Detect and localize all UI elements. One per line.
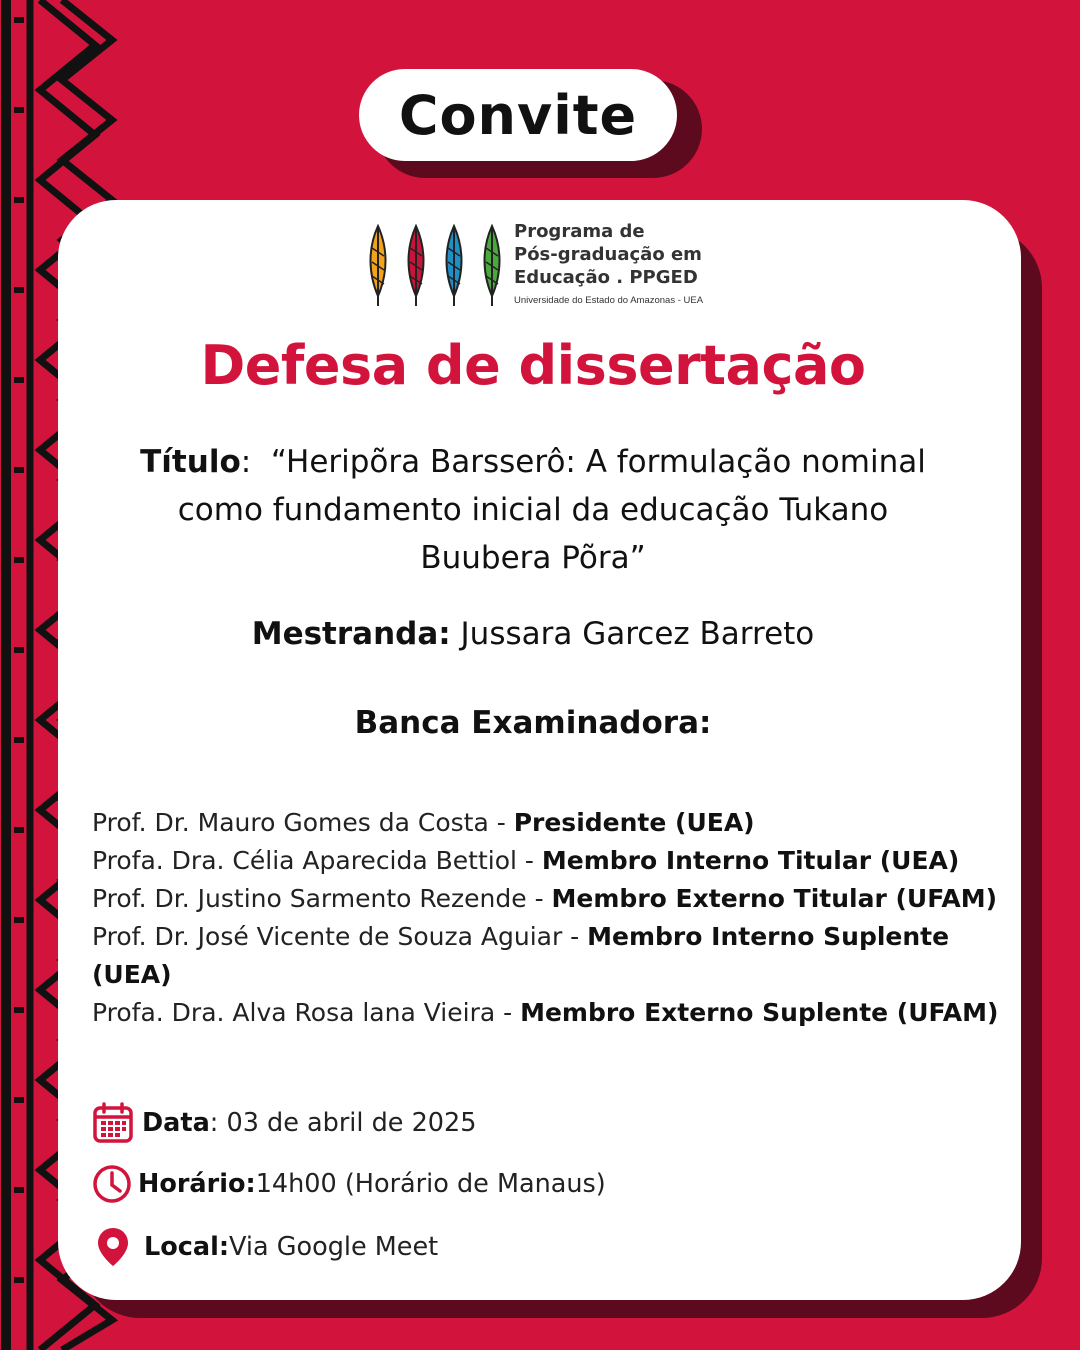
invitation-card bbox=[58, 200, 1021, 1300]
member-role: Membro Interno Suplente (UEA) bbox=[92, 922, 950, 989]
time-value: 14h00 (Horário de Manaus) bbox=[255, 1169, 606, 1199]
committee-member bbox=[92, 842, 1012, 880]
member-name: Prof. Dr. Justino Sarmento Rezende - bbox=[92, 884, 552, 913]
committee-list bbox=[92, 804, 1012, 1032]
calendar-icon bbox=[92, 1102, 134, 1144]
logo-subline: Universidade do Estado do Amazonas - UEA bbox=[514, 295, 704, 306]
member-name: Prof. Dr. José Vicente de Souza Aguiar - bbox=[92, 922, 588, 951]
title-text: “Heripõra Barsserô: A formulação nominal como fundamento inicial da educação Tukano Buubera Põra” bbox=[177, 444, 926, 576]
date-label: Data bbox=[142, 1108, 210, 1138]
logo-line-2: Pós-graduação em bbox=[514, 244, 702, 265]
member-role: Presidente (UEA) bbox=[513, 808, 755, 837]
time-row bbox=[92, 1164, 606, 1204]
member-role: Membro Interno Titular (UEA) bbox=[541, 846, 960, 875]
logo-line-3: Educação . PPGED bbox=[514, 267, 698, 288]
committee-member bbox=[92, 994, 1012, 1032]
feathers-icon bbox=[366, 218, 506, 310]
time-label: Horário: bbox=[138, 1169, 256, 1199]
student-name: Jussara Garcez Barreto bbox=[460, 616, 815, 652]
invite-badge-label: Convite bbox=[398, 83, 638, 147]
title-label: Título bbox=[140, 444, 241, 480]
clock-icon bbox=[92, 1164, 132, 1204]
member-name: Profa. Dra. Célia Aparecida Bettiol - bbox=[92, 846, 542, 875]
member-role: Membro Externo Suplente (UFAM) bbox=[520, 998, 999, 1027]
member-role: Membro Externo Titular (UFAM) bbox=[551, 884, 998, 913]
member-name: Profa. Dra. Alva Rosa lana Vieira - bbox=[92, 998, 521, 1027]
place-label: Local: bbox=[144, 1232, 230, 1262]
location-pin-icon bbox=[92, 1226, 134, 1268]
place-value: Via Google Meet bbox=[229, 1232, 439, 1262]
ppged-logo bbox=[366, 218, 766, 310]
committee-member bbox=[92, 918, 1012, 994]
date-row bbox=[92, 1102, 476, 1144]
committee-member bbox=[92, 880, 1012, 918]
date-value: : 03 de abril de 2025 bbox=[209, 1108, 477, 1138]
place-row bbox=[92, 1226, 438, 1268]
student-line bbox=[58, 616, 1008, 652]
logo-line-1: Programa de bbox=[514, 221, 645, 242]
invite-badge bbox=[359, 69, 677, 161]
committee-member bbox=[92, 804, 1012, 842]
event-heading: Defesa de dissertação bbox=[200, 334, 866, 397]
dissertation-title: Título: “Heripõra Barsserô: A formulação nominal como fundamento inicial da educação Tukano Buubera Põra” bbox=[140, 444, 926, 576]
committee-heading: Banca Examinadora: bbox=[354, 705, 712, 741]
student-label: Mestranda: bbox=[251, 616, 451, 652]
member-name: Prof. Dr. Mauro Gomes da Costa - bbox=[92, 808, 514, 837]
logo-text bbox=[514, 220, 703, 306]
